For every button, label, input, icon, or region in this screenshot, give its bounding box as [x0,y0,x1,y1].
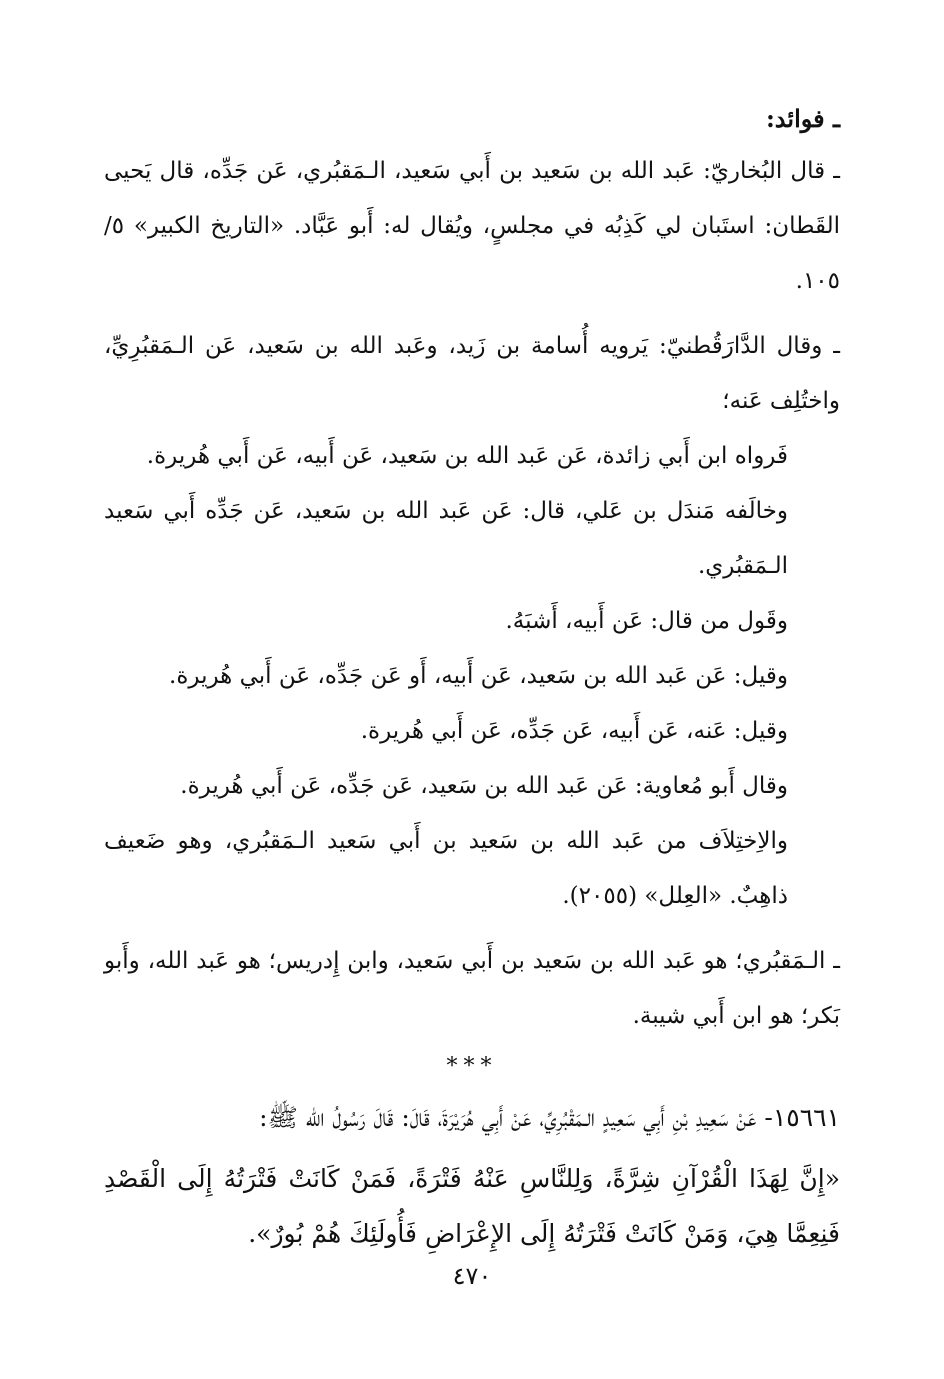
note-qil-2: وقيل: عَنه، عَن أَبيه، عَن جَدِّه، عَن أَبي هُريرة. [360,718,788,744]
page-body [104,100,840,1261]
note-mandal: وخالَفه مَندَل بن عَلي، قال: عَن عَبد الله بن سَعيد، عَن جَدِّه أَبي سَعيد الـمَقبُري. [104,498,788,579]
hadith-isnad: ١٥٦٦١- عَنْ سَعِيدِ بْنِ أَبِي سَعِيدٍ الـمَقْبُرِيِّ، عَنْ أَبِي هُرَيْرَةَ، قَالَ: قَالَ رَسُولُ الله ﷺ: [259,1103,840,1132]
section-separator: *** [446,1054,498,1079]
note-ikhtilaf: والاِختِلاَف من عَبد الله بن سَعيد بن أَبي سَعيد الـمَقبُري، وهو ضَعيف ذاهِبٌ. «العِلل» (٢٠٥٥). [104,828,788,909]
note-daraqutni: ـ وقال الدَّارَقُطنيّ: يَرويه أُسامة بن زَيد، وعَبد الله بن سَعيد، عَن الـمَقبُرِيِّ، واختُلِف عَنه؛ [104,333,840,414]
section-heading: ـ فوائد: [765,104,840,133]
note-qawl: وقَول من قال: عَن أَبيه، أَشبَهُ. [505,608,788,634]
note-qil-1: وقيل: عَن عَبد الله بن سَعيد، عَن أَبيه، أَو عَن جَدِّه، عَن أَبي هُريرة. [169,663,788,689]
note-maqburi: ـ الـمَقبُري؛ هو عَبد الله بن سَعيد بن أَبي سَعيد، وابن إِدريس؛ هو عَبد الله، وأَبو بَكر؛ هو ابن أَبي شيبة. [104,948,840,1029]
page-number: ٤٧٠ [452,1262,492,1290]
hadith-matn: «إِنَّ لِهَذَا الْقُرْآنِ شِرَّةً، وَلِلنَّاسِ عَنْهُ فَتْرَةً، فَمَنْ كَانَتْ فَتْرَتُهُ إِلَى الْقَصْدِ فَنِعِمَّا هِيَ، وَمَنْ كَانَتْ فَتْرَتُهُ إِلَى الإِعْرَاضِ فَأُولَئِكَ هُمْ بُورٌ». [104,1164,840,1248]
note-bukhari: ـ قال البُخاريّ: عَبد الله بن سَعيد بن أَبي سَعيد، الـمَقبُري، عَن جَدِّه، قال يَحيى القَطان: استَبان لي كَذِبُه في مجلسٍ، ويُقال له: أَبو عَبَّاد. «التاريخ الكبير» ٥/ ١٠٥. [104,158,840,294]
note-ibn-abi-zaida: فَرواه ابن أَبي زائدة، عَن عَبد الله بن سَعيد، عَن أَبيه، عَن أَبي هُريرة. [146,443,788,469]
note-abu-muawiya: وقال أَبو مُعاوية: عَن عَبد الله بن سَعيد، عَن جَدِّه، عَن أَبي هُريرة. [180,773,788,799]
